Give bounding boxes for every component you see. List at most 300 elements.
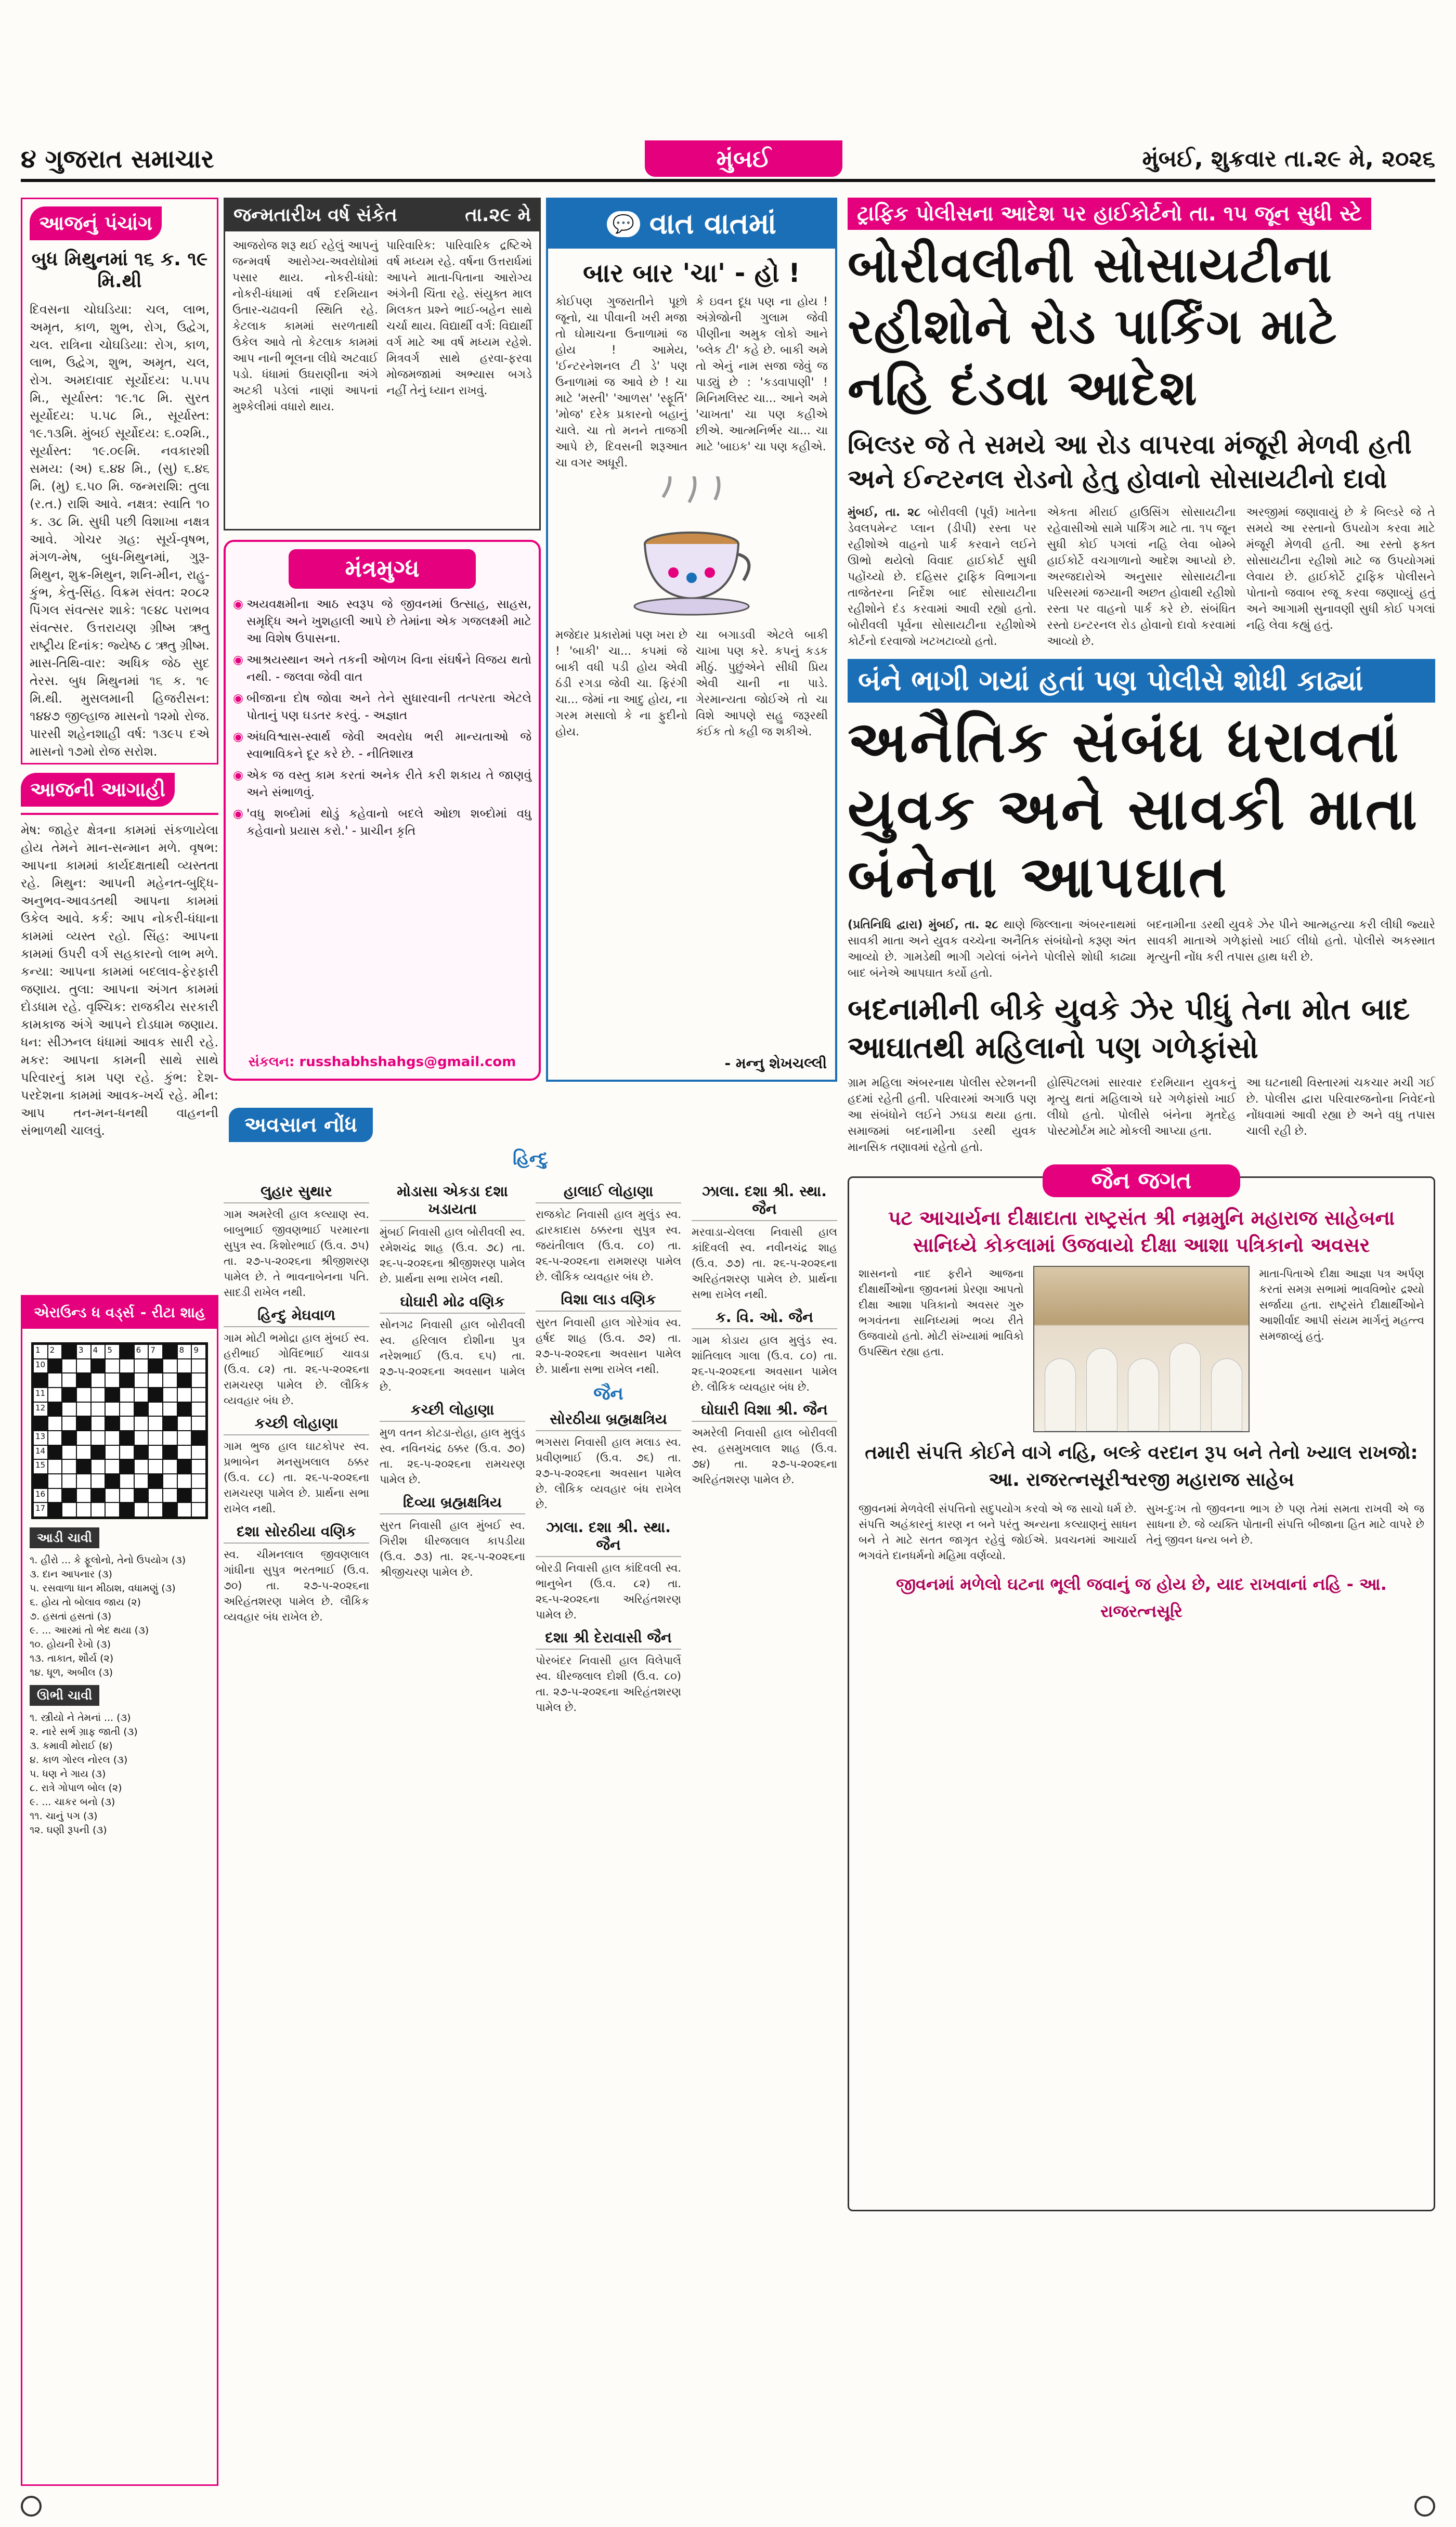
crossword-cell[interactable] <box>91 1416 106 1431</box>
crossword-cell[interactable] <box>33 1388 48 1402</box>
down-title: ઊભી ચાવી <box>30 1685 99 1706</box>
crossword-cell[interactable] <box>105 1459 120 1474</box>
crossword-black-cell <box>33 1416 48 1431</box>
crossword-cell[interactable] <box>163 1459 177 1474</box>
crossword-cell[interactable] <box>148 1402 163 1417</box>
crossword-cell[interactable] <box>134 1431 149 1445</box>
horoscope-title: આજની આગાહી <box>21 773 175 807</box>
crossword-cell[interactable] <box>33 1488 48 1503</box>
crossword-cell[interactable] <box>62 1474 76 1488</box>
obituary-text: ગામ અમરેલી હાલ કલ્યાણ સ્વ. બાબુભાઈ જીવણભાઈ પરમારના સુપુત્ર સ્વ. કિશોરભાઈ (ઉ.વ. ૭૫) તા. ૨૭-૫-૨૦૨૬ના શ્રીજીશરણ પામેલ છે. તે ભાવનાબેનના પતિ. સાદડી રાખેલ નથી. <box>224 1208 369 1299</box>
edition-date: મુંબઈ, શુક્રવાર તા.૨૯ મે, ૨૦૨૬ <box>1142 146 1435 172</box>
obituary-text: મરવાડા-ચેલલા નિવાસી હાલ કાંદિવલી સ્વ. નવીનચંદ્ર શાહ (ઉ.વ. ૭૭) તા. ૨૬-૫-૨૦૨૬ના અરિહંતશરણ પામેલ છે. પ્રાર્થના સભા રાખેલ નથી. <box>692 1226 837 1301</box>
crossword-black-cell <box>62 1388 76 1402</box>
obituary-text: સુરત નિવાસી હાલ મુંબઈ સ્વ. ગિરીશ ધીરજલાલ કાપડીયા (ઉ.વ. ૭૩) તા. ૨૬-૫-૨૦૨૬ના શ્રીજીચરણ પામેલ છે. <box>380 1519 525 1578</box>
birthday-forecast-body <box>225 231 539 421</box>
jain-headline: પટ આચાર્યના દીક્ષાદાતા રાષ્ટ્રસંત શ્રી નમ્રમુનિ મહારાજ સાહેબના સાનિધ્યે કોકલામાં ઉજવાયો દીક્ષા આશા પત્રિકાનો અવસર <box>888 1207 1395 1256</box>
obituary-heading: સોરઠીયા બ્રહ્મક્ષત્રિય <box>536 1410 681 1431</box>
crossword-cell-number: 2 <box>49 1345 55 1355</box>
crossword-cell[interactable] <box>191 1402 206 1417</box>
crossword-clue: ૯. ... આરમાં તો ભેદ થયા (૩) <box>30 1625 149 1636</box>
crossword-clue: ૧૩. તાકાત, શૌર્ય (૨) <box>30 1653 114 1664</box>
crossword-box <box>21 1295 218 2486</box>
crossword-cell-number: 13 <box>35 1431 46 1441</box>
vat-heading: બાર બાર 'ચા' - હો ! <box>582 258 800 288</box>
crossword-cell[interactable] <box>148 1416 163 1431</box>
crossword-black-cell <box>148 1474 163 1488</box>
obituary-text: ભગસરા નિવાસી હાલ મલાડ સ્વ. પ્રવીણભાઈ (ઉ.વ. ૭૬) તા. ૨૭-૫-૨૦૨૬ના અવસાન પામેલ છે. લૌકિક વ્યવહાર બંધ રાખેલ છે. <box>536 1436 681 1511</box>
vat-col1: કોઈપણ ગુજરાતીને પૂછો જૂનો, ચા પીવાની ખરી મજા તો ઘોમાચના ઉનાળામાં જ હોય ! આમેય, 'ઈન્ટરનેશનલ ટી ડે' પણ ઉનાળામાં જ આવે છે ! ચા માટે 'મસ્તી' 'આળસ' 'સ્ફૂર્તિ' 'મોજ' દરેક પ્રકારનો બહાનું ચાલે. ચા તો મનને તાજગી આપે છે, દિવસની શરૂઆત ચા વગર અધૂરી. <box>555 295 687 470</box>
story1-headline: બોરીવલીની સોસાયટીના રહીશોને રોડ પાર્કિંગ માટે નહિ દંડવા આદેશ <box>848 237 1338 417</box>
crossword-black-cell <box>191 1431 206 1445</box>
crossword-cell[interactable] <box>191 1416 206 1431</box>
crossword-black-cell <box>134 1445 149 1460</box>
crossword-cell[interactable] <box>191 1459 206 1474</box>
crossword-black-cell <box>134 1402 149 1417</box>
crossword-cell[interactable] <box>76 1445 91 1460</box>
crossword-cell[interactable] <box>191 1373 206 1388</box>
crossword-black-cell <box>62 1344 76 1359</box>
crossword-cell[interactable] <box>120 1474 134 1488</box>
crossword-cell[interactable] <box>163 1474 177 1488</box>
crossword-grid[interactable] <box>31 1342 208 1519</box>
horoscope-text: મેષ: જાહેર ક્ષેત્રના કામમાં સંકળાયેલા હોય તેમને માન-સન્માન મળે. વૃષભ: આપના કામમાં કાર્યદક્ષતાથી વ્યસ્તતા રહે. મિથુન: આપની મહેનત-બુદ્ધિ-અનુભવ-આવડતથી આપના કામમાં ઉકેલ આવે. કર્ક: આપ નોકરી-ધંધાના કામમાં વ્યસ્ત રહો. સિંહ: આપના કામમાં ઉપરી વર્ગ સહકારનો લાભ મળે. કન્યા: આપના કામમાં બદલાવ-ફેરફારી જણાય. તુલા: આપના અંગત કામમાં દોડધામ રહે. વૃશ્ચિક: રાજકીય સરકારી કામકાજ અંગે આપને દોડધામ જણાય. ધન: સીઝનલ ધંધામાં આવક સારી રહે. મકર: આપના કામની સાથે સાથે પરિવારનું કામ પણ રહે. કુંભ: દેશ-પરદેશના કામમાં આવક-ખર્ચ રહે. મીન: આપ તન-મન-ધનથી વાહનની સંભાળથી ચાલવું. <box>21 823 218 1138</box>
vat-text-top <box>548 294 835 471</box>
crossword-cell[interactable] <box>134 1373 149 1388</box>
crossword-cell[interactable] <box>76 1388 91 1402</box>
birthday-forecast-date: તા.૨૯ મે <box>465 204 531 226</box>
obituary-text: મુંબઈ નિવાસી હાલ બોરીવલી સ્વ. રમેશચંદ્ર શાહ (ઉ.વ. ૭૮) તા. ૨૬-૫-૨૦૨૬ના શ્રીજીશરણ પામેલ છે. પ્રાર્થના સભા રાખેલ નથી. <box>380 1226 525 1285</box>
obituary-heading: હિન્દુ મેઘવાળ <box>224 1306 369 1327</box>
crossword-cell-number: 15 <box>35 1460 46 1470</box>
crossword-black-cell <box>91 1445 106 1460</box>
obituary-heading: દિવ્યા બ્રહ્મક્ષત્રિય <box>380 1494 525 1514</box>
divider <box>21 813 218 815</box>
story1-subhead: બિલ્ડર જે તે સમયે આ રોડ વાપરવા મંજૂરી મેળવી હતી અને ઈન્ટરનલ રોડનો હેતુ હોવાનો સોસાયટીનો દાવો <box>848 430 1412 494</box>
crossword-cell[interactable] <box>177 1416 192 1431</box>
crossword-cell[interactable] <box>120 1416 134 1431</box>
jain-quote: જીવનમાં મળેલો ઘટના ભૂલી જવાનું જ હોય છે, યાદ રાખવાનાં નહિ - આ. રાજરત્નસૂરિ <box>896 1574 1387 1621</box>
crossword-cell-number: 1 <box>35 1345 41 1355</box>
crossword-cell[interactable] <box>148 1502 163 1517</box>
section-label: મુંબઈ <box>645 140 842 177</box>
panchang-title: આજનું પંચાંગ <box>30 206 162 240</box>
crossword-cell[interactable] <box>148 1344 163 1359</box>
obituary-heading: ઝાલા. દશા શ્રી. સ્થા. જૈન <box>692 1183 837 1221</box>
obituary-col <box>536 1176 681 1715</box>
obituary-heading: હાલાઈ લોહાણા <box>536 1183 681 1203</box>
left-column <box>21 198 218 1324</box>
crossword-black-cell <box>48 1445 62 1460</box>
crossword-black-cell <box>120 1431 134 1445</box>
across-list <box>30 1553 210 1680</box>
obituary-jain-label: જૈન <box>593 1383 623 1404</box>
registration-marks <box>21 2496 1435 2517</box>
crossword-cell[interactable] <box>120 1388 134 1402</box>
mantra-item: ◉ અંધવિશ્વાસ-સ્વાર્થ જેવી અવરોધ ભરી માન્યતાઓ જે સ્વાભાવિકને દૂર કરે છે. - નીતિશાસ્ત્ર <box>233 729 531 763</box>
obituary-section <box>224 1108 837 1715</box>
crossword-cell[interactable] <box>33 1445 48 1460</box>
obituary-heading: ઘોઘારી વિશા શ્રી. જૈન <box>692 1401 837 1422</box>
crossword-cell[interactable] <box>134 1359 149 1373</box>
jain-headline-2: તમારી સંપત્તિ કોઈને વાગે નહિ, બલ્કે વરદાન રૂપ બને તેનો ખ્યાલ રાખજો: આ. રાજરત્નસૂરીશ્વરજી મહારાજ સાહેબ <box>865 1442 1418 1491</box>
obituary-heading: લુહાર સુથાર <box>224 1183 369 1203</box>
obituary-columns <box>224 1176 837 1715</box>
story2-headline: અનૈતિક સંબંધ ધરાવતાં યુવક અને સાવકી માતા બંનેના આપઘાત <box>848 708 1420 910</box>
crossword-black-cell <box>163 1502 177 1517</box>
page-number-title: ૪ ગુજરાત સમાચાર <box>21 145 214 174</box>
crossword-cell-number: 12 <box>35 1403 46 1412</box>
crossword-cell[interactable] <box>105 1344 120 1359</box>
crossword-cell[interactable] <box>76 1359 91 1373</box>
mantra-item: ◉ અયવક્ષમીના આઠ સ્વરૂપ જે જીવનમાં ઉત્સાહ, સાહસ, સમૃદ્ધિ અને ખુશહાલી આપે છે તેમાંના એક ગજલક્ષ્મી માટે આ વિશેષ ઉપાસના. <box>233 596 531 647</box>
crossword-clue: ૯. ... ચાકર બનો (૩) <box>30 1796 115 1808</box>
vat-author: - મન્નુ શેખચલ્લી <box>724 1055 827 1072</box>
crossword-cell[interactable] <box>91 1474 106 1488</box>
crossword-cell-number: 5 <box>107 1345 112 1355</box>
mantra-item: ◉ બીજાના દોષ જોવા અને તેને સુધારવાની તત્પરતા એટલે પોતાનું પણ ઘડતર કરવું. - અજ્ઞાત <box>233 690 531 724</box>
crossword-black-cell <box>33 1474 48 1488</box>
crossword-black-cell <box>33 1373 48 1388</box>
crossword-cell[interactable] <box>163 1388 177 1402</box>
crossword-black-cell <box>177 1373 192 1388</box>
mantra-item: ◉ આશ્રયસ્થાન અને તકની ઓળખ વિના સંઘર્ષને વિજય થતો નથી. - જલવા જેવી વાત <box>233 652 531 686</box>
crossword-cell[interactable] <box>134 1416 149 1431</box>
crossword-black-cell <box>91 1359 106 1373</box>
crossword-cell[interactable] <box>105 1373 120 1388</box>
across-title: આડી ચાવી <box>30 1527 99 1548</box>
crossword-black-cell <box>163 1445 177 1460</box>
crossword-cell[interactable] <box>191 1488 206 1503</box>
crossword-cell[interactable] <box>48 1431 62 1445</box>
crossword-cell[interactable] <box>76 1488 91 1503</box>
crossword-cell[interactable] <box>91 1344 106 1359</box>
jain-col1: શાસનનો નાદ ફરીને આજના દીક્ષાર્થીઓના જીવનમાં પ્રેરણા આપતો દીક્ષા આશા પત્રિકાનો અવસર ગુરુ ભગવંતના સાનિધ્યમાં ભવ્ય રીતે ઉજવાયો હતો. મોટી સંખ્યામાં ભાવિકો ઉપસ્થિત રહ્યા હતા. <box>859 1267 1024 1358</box>
crossword-cell[interactable] <box>134 1474 149 1488</box>
crossword-cell-number: 8 <box>179 1345 185 1355</box>
crossword-clue: ૧. સ્ત્રીયો ને તેમનાં ... (૩) <box>30 1712 131 1723</box>
crossword-clue: ૩. કમાવી મોરાઈ (૪) <box>30 1740 113 1752</box>
crossword-cell[interactable] <box>163 1402 177 1417</box>
crossword-cell[interactable] <box>91 1388 106 1402</box>
crossword-clue: ૫. રસવાળા ધાન મીઠાશ, વધામણું (૩) <box>30 1583 176 1594</box>
crossword-cell[interactable] <box>33 1344 48 1359</box>
crossword-cell-number: 7 <box>150 1345 155 1355</box>
panchang-text: દિવસના ચોઘડિયા: ચલ, લાભ, અમૃત, કાળ, શુભ, રોગ, ઉદ્વેગ, ચલ. રાત્રિના ચોઘડિયા: રોગ, કાળ, લાભ, ઉદ્વેગ, શુભ, અમૃત, ચલ, રોગ. અમદાવાદ સૂર્યોદય: ૫.૫૫ મિ., સૂર્યાસ્ત: ૧૯.૧૮ મિ. સુરત સૂર્યોદય: ૫.૫૮ મિ., સૂર્યાસ્ત: ૧૯.૧૩મિ. મુંબઈ સૂર્યોદય: ૬.૦૨મિ., સૂર્યાસ્ત: ૧૯.૦૯મિ. નવકારશી સમય: (અ) ૬.૪૪ મિ., (સુ) ૬.૪૬ મિ. (મુ) ૬.૫૦ મિ. જન્મરાશિ: તુલા (ર.ત.) રાશિ આવે. નક્ષત્ર: સ્વાતિ ૧૦ ક. ૩૮ મિ. સુધી પછી વિશાખા નક્ષત્ર આવે. ગોચર ગ્રહ: સૂર્ય-વૃષભ, મંગળ-મેષ, બુધ-મિથુનમાં, ગુરૂ-મિથુન, શુક્ર-મિથુન, શનિ-મીન, રાહુ-કુંભ, કેતુ-સિંહ. વિક્રમ સંવત: ૨૦૮૨ પિંગલ સંવત્સર શાકે: ૧૯૪૮ પરાભવ સંવત્સર. ઉત્તરાયણ ગ્રીષ્મ ઋતુ રાષ્ટ્રીય દિનાંક: જ્યેષ્ઠ ૮ ઋતુ ગ્રીષ્મ. માસ-તિથિ-વાર: અધિક જેઠ સુદ તેરસ. બુધ મિથુનમાં ૧૬ ક. ૧૯ મિ.થી. મુસલમાની હિજરીસન: ૧૪૪૭ જીલ્હાજ માસનો ૧૨મો રોજ. પારસી શહેનશાહી વર્ષ: ૧૩૯૫ દએ માસનો ૧૭મો રોજ સરોશ. <box>30 302 210 759</box>
crossword-title: એરાઉન્ડ ધ વર્ડ્સ <box>34 1304 135 1321</box>
crossword-cell[interactable] <box>76 1402 91 1417</box>
crossword-cell[interactable] <box>62 1459 76 1474</box>
story2-col1 <box>848 917 1136 981</box>
vat-vatma-title: વાત વાતમાં <box>649 207 777 241</box>
crossword-cell[interactable] <box>48 1474 62 1488</box>
crossword-cell[interactable] <box>120 1488 134 1503</box>
crossword-cell[interactable] <box>120 1445 134 1460</box>
crossword-black-cell <box>148 1388 163 1402</box>
crossword-cell[interactable] <box>191 1474 206 1488</box>
vat-column <box>546 198 837 1082</box>
tea-cup-illustration <box>632 476 751 622</box>
crossword-cell[interactable] <box>177 1359 192 1373</box>
crossword-cell[interactable] <box>33 1431 48 1445</box>
story2b-body <box>848 1075 1435 1156</box>
crossword-cell[interactable] <box>33 1502 48 1517</box>
obituary-text: ગામ ભુજ હાલ ઘાટકોપર સ્વ. પ્રભાબેન મનસુખલાલ ઠક્કર (ઉ.વ. ૮૮) તા. ૨૬-૫-૨૦૨૬ના રામચરણ પામેલ છે. પ્રાર્થના સભા રાખેલ નથી. <box>224 1440 369 1515</box>
crossword-black-cell <box>76 1373 91 1388</box>
crossword-cell[interactable] <box>33 1402 48 1417</box>
story2b-col3: આ ઘટનાથી વિસ્તારમાં ચકચાર મચી ગઈ છે. પોલીસ દ્વારા પરિવારજનોના નિવેદનો નોંધવામાં આવી રહ્યા છે અને વધુ તપાસ ચાલી રહી છે. <box>1246 1077 1435 1138</box>
vat-vatma-header <box>548 200 835 249</box>
crossword-cell[interactable] <box>48 1488 62 1503</box>
crossword-cell[interactable] <box>48 1373 62 1388</box>
obituary-text: સોનગઢ નિવાસી હાલ બોરીવલી સ્વ. હરિલાલ દોશીના પુત્ર નરેશભાઈ (ઉ.વ. ૬૫) તા. ૨૭-૫-૨૦૨૬ના અવસાન પામેલ છે. <box>380 1318 525 1393</box>
crossword-cell[interactable] <box>62 1402 76 1417</box>
crossword-cell[interactable] <box>134 1388 149 1402</box>
page-header <box>21 140 1435 182</box>
jain-jagat-box <box>848 1168 1435 2211</box>
jain-col4: સુખ-દુઃખ તો જીવનના ભાગ છે પણ તેમાં સમતા રાખવી એ જ સાધના છે. જે વ્યક્તિ પોતાની સંપત્તિ બીજાના હિત માટે વાપરે છે તેનું જીવન ધન્ય બને છે. <box>1146 1502 1424 1546</box>
crossword-clue: ૧. હીરો ... કે ફૂલોનો, તેનો ઉપયોગ (૩) <box>30 1554 186 1566</box>
crossword-cell[interactable] <box>134 1502 149 1517</box>
crossword-black-cell <box>76 1459 91 1474</box>
crossword-cell[interactable] <box>62 1445 76 1460</box>
crossword-cell[interactable] <box>163 1373 177 1388</box>
birthday-forecast-col1: આજરોજ શરૂ થઈ રહેલું આપનું જન્મવર્ષ આરોગ્ય-અવરોધોમાં પસાર થાય. નોકરી-ધંધો: નોકરી-ધંધામાં વર્ષ દરમિયાન ઉતાર-ચઢાવની સ્થિતિ રહે. કેટલાક કામમાં સરળતાથી ઉકેલ આવે તો કેટલાક કામમાં આપ નાની ભૂલના લીધે અટવાઈ પડો. ધંધામાં ઉઘરાણીના અંગે અટકી પડેલાં નાણાં આપનાં મુશ્કેલીમાં વધારો થાય. <box>232 239 378 413</box>
crossword-cell[interactable] <box>33 1459 48 1474</box>
crossword-cell[interactable] <box>33 1359 48 1373</box>
obituary-heading: ઘોઘારી મોઢ વણિક <box>380 1293 525 1314</box>
vat-text-bottom <box>548 627 835 740</box>
crossword-cell[interactable] <box>120 1359 134 1373</box>
crossword-cell-number: 17 <box>35 1504 46 1513</box>
vat-col3: મજેદાર પ્રકારોમાં પણ ખરા છે ! 'બાકી' ચા... કપમાં જે બાકી વધી પડી હોય એવી ઠંડી રગડા જેવી ચા. ફિરંગી ચા... જેમાં ના આદુ હોય, ના ગરમ મસાલો કે ના ફુદીનો હોય. <box>555 629 687 738</box>
story2b-col2: હોસ્પિટલમાં સારવાર દરમિયાન યુવકનું મૃત્યુ થતાં મહિલાએ ઘરે ગળેફાંસો ખાઈ લીધો હતો. પોલીસે બંનેના મૃતદેહ પોસ્ટમોર્ટમ માટે મોકલી આપ્યા હતા. <box>1047 1077 1236 1138</box>
obituary-heading: વિશા લાડ વણિક <box>536 1291 681 1312</box>
crossword-cell-number: 4 <box>93 1345 98 1355</box>
crossword-black-cell <box>148 1359 163 1373</box>
crossword-cell[interactable] <box>62 1373 76 1388</box>
crossword-cell[interactable] <box>191 1359 206 1373</box>
figure <box>1128 1358 1159 1431</box>
crossword-cell[interactable] <box>48 1416 62 1431</box>
birthday-forecast-box <box>224 198 541 530</box>
crossword-cell[interactable] <box>177 1474 192 1488</box>
obituary-text: ગામ મોટી ભમોદ્રા હાલ મુંબઈ સ્વ. હરીભાઈ ગોવિંદભાઈ ચાવડા (ઉ.વ. ૮૨) તા. ૨૬-૫-૨૦૨૬ના રામચરણ પામેલ છે. લૌકિક વ્યવહાર બંધ છે. <box>224 1332 369 1407</box>
mantra-box <box>224 540 541 1081</box>
story2-col2: બદનામીના ડરથી યુવકે ઝેર પીને આત્મહત્યા કરી લીધી જ્યારે સાવકી માતાએ ગળેફાંસો ખાઈ લીધો હતો. પોલીસે અકસ્માત મૃત્યુની નોંધ કરી તપાસ હાથ ધરી છે. <box>1147 918 1435 964</box>
crossword-cell[interactable] <box>120 1402 134 1417</box>
obituary-text: સ્વ. ચીમનલાલ જીવણલાલ ગાંધીના સુપુત્ર ભરતભાઈ (ઉ.વ. ૭૦) તા. ૨૭-૫-૨૦૨૬ના અરિહંતશરણ પામેલ છે. લૌકિક વ્યવહાર બંધ રાખેલ છે. <box>224 1548 369 1623</box>
crossword-cell[interactable] <box>177 1445 192 1460</box>
crossword-cell[interactable] <box>76 1344 91 1359</box>
obituary-heading: કચ્છી લોહાણા <box>380 1401 525 1422</box>
crossword-cell[interactable] <box>177 1388 192 1402</box>
crossword-cell-number: 9 <box>193 1345 199 1355</box>
story1-dateline: મુંબઈ, તા. ૨૮ <box>848 506 921 519</box>
crossword-black-cell <box>105 1416 120 1431</box>
birthday-forecast-header <box>225 199 539 231</box>
janm-column <box>224 198 541 1081</box>
crossword-cell[interactable] <box>191 1502 206 1517</box>
panchang-date: બુધ મિથુનમાં ૧૬ ક. ૧૯ મિ.થી <box>31 249 208 292</box>
crossword-black-cell <box>163 1416 177 1431</box>
obituary-text: અમરેલી નિવાસી હાલ બોરીવલી સ્વ. હસમુખલાલ શાહ (ઉ.વ. ૭૪) તા. ૨૭-૫-૨૦૨૬ના અરિહંતશરણ પામેલ છે. <box>692 1427 837 1486</box>
vat-col2: કે ઇવન દૂધ પણ ના હોય ! અંગ્રેજોની ગુલામ જેવી પીણીના અમુક લોકો આને 'બ્લેક ટી' કહે છે. બાકી અમે તો એનું નામ સજા જેવું જ પાડ્યું છે : 'કડવાપાણી' ! મિનિમલિસ્ટ ચા... આને અમે 'ચાખતા' ચા પણ કહીએ છીએ. આત્મનિર્ભર ચા... ચા માટે 'બાઇક' ચા પણ કહીએ. <box>696 295 828 453</box>
crossword-clue: ૫. ધણ ને ગાય (૩) <box>30 1768 106 1780</box>
obituary-text: પોરબંદર નિવાસી હાલ વિલેપાર્લે સ્વ. ધીરજલાલ દોશી (ઉ.વ. ૮૦) તા. ૨૭-૫-૨૦૨૬ના અરિહંતશરણ પામેલ છે. <box>536 1654 681 1714</box>
down-clues <box>30 1685 210 1837</box>
story1-col1 <box>848 504 1036 650</box>
speech-bubble-icon: 💬 <box>607 211 640 237</box>
crossword-black-cell <box>177 1459 192 1474</box>
registration-mark-icon <box>21 2496 42 2517</box>
crossword-cell[interactable] <box>48 1388 62 1402</box>
obituary-hindu-label: હિન્દુ <box>513 1148 548 1169</box>
figure <box>1169 1343 1201 1431</box>
crossword-cell[interactable] <box>48 1344 62 1359</box>
crossword-cell[interactable] <box>91 1431 106 1445</box>
obituary-text: મુળ વતન કોટડા-રોહા, હાલ મુલુંડ સ્વ. નવિનચંદ્ર ઠક્કર (ઉ.વ. ૭૦) તા. ૨૬-૫-૨૦૨૬ના રામચરણ પામેલ છે. <box>380 1427 525 1486</box>
crossword-cell[interactable] <box>163 1488 177 1503</box>
crossword-cell[interactable] <box>134 1344 149 1359</box>
obituary-text: સુરત નિવાસી હાલ ગોરેગાંવ સ્વ. હર્ષદ શાહ (ઉ.વ. ૭૨) તા. ૨૭-૫-૨૦૨૬ના અવસાન પામેલ છે. પ્રાર્થના સભા રાખેલ નથી. <box>536 1316 681 1376</box>
crossword-black-cell <box>62 1431 76 1445</box>
story1-kicker: ટ્રાફિક પોલીસના આદેશ પર હાઈકોર્ટનો તા. ૧૫ જૂન સુધી સ્ટે <box>848 198 1371 230</box>
obituary-text: ગામ કોડાય હાલ મુલુંડ સ્વ. શાંતિલાલ ગાલા (ઉ.વ. ૮૦) તા. ૨૬-૫-૨૦૨૬ના અવસાન પામેલ છે. લૌકિક વ્યવહાર બંધ છે. <box>692 1334 837 1393</box>
crossword-clue: ૧૨. ઘણી રૂપની (૩) <box>30 1824 107 1836</box>
crossword-cell[interactable] <box>105 1402 120 1417</box>
mantra-contact: સંકલન: russhabhshahgs@gmail.com <box>248 1054 516 1070</box>
birthday-forecast-col2: પારિવારિક: પારિવારિક દ્રષ્ટિએ વર્ષ મધ્યમ રહે. વર્ષના ઉત્તરાર્ધમાં આપને માતા-પિતાના આરોગ્ય અંગેની ચિંતા રહે. સંયુક્ત માલ મિલકત પ્રશ્ને ભાઈ-બહેન સાથે ચર્ચા થાય. વિદ્યાર્થી વર્ગ: વિદ્યાર્થી વર્ગ માટે આ વર્ષ મધ્યમ રહેશે. મિત્રવર્ગ સાથે હરવા-ફરવા મોજમજામાં અભ્યાસ બગડે નહીં તેનું ધ્યાન રાખવું. <box>386 239 532 397</box>
jain-col3: જીવનમાં મેળવેલી સંપત્તિનો સદુપયોગ કરવો એ જ સાચો ધર્મ છે. સંપત્તિ અહંકારનું કારણ ન બને પરંતુ અન્યના કલ્યાણનું સાધન બને તે માટે સતત જાગૃત રહેવું જોઈએ. પ્રવચનમાં આચાર્ય ભગવંતે દાનધર્મનો મહિમા વર્ણવ્યો. <box>859 1502 1137 1562</box>
crossword-black-cell <box>48 1402 62 1417</box>
vat-col4: ચા બગાડવી એટલે બાકી ચાખા પણ કરે. કપનું કડક મીઠું. પુછુંએને સીધી પ્રિય એવી ચાની ના પાડે. ગેરમાન્યતા જોઈએ તો ચા વિશે આપણે સહુ જરૂરથી કંઈક તો કહી જ શકીએ. <box>696 629 828 738</box>
ceremony-photo <box>1033 1266 1250 1432</box>
crossword-cell[interactable] <box>62 1502 76 1517</box>
crossword-cell[interactable] <box>91 1373 106 1388</box>
obituary-heading: ક. વિ. ઓ. જૈન <box>692 1308 837 1329</box>
crossword-cell[interactable] <box>148 1488 163 1503</box>
story1-col3: અરજીમાં જણાવાયું છે કે બિલ્ડરે જે તે સમયે આ રસ્તાનો ઉપયોગ કરવા માટે મંજૂરી મેળવી હતી. આ રસ્તો ફક્ત સોસાયટીના રહીશો માટે જ ઉપયોગમાં લેવાય છે. હાઈકોર્ટે ટ્રાફિક પોલીસને પોતાનો જવાબ રજૂ કરવા જણાવ્યું હતું અને આગામી સુનાવણી સુધી કોઈ પગલાં નહિ લેવા કહ્યું હતું. <box>1246 506 1435 632</box>
obituary-heading: દશા શ્રી દેરાવાસી જૈન <box>536 1629 681 1650</box>
mantra-title: મંત્રમુગ્ધ <box>289 549 476 589</box>
crossword-black-cell <box>177 1488 192 1503</box>
right-column <box>848 198 1435 2211</box>
story2-dateline: (પ્રતિનિધિ દ્વારા) મુંબઈ, તા. ૨૮ <box>848 918 998 931</box>
crossword-black-cell <box>134 1488 149 1503</box>
obituary-text: રાજકોટ નિવાસી હાલ મુલુંડ સ્વ. દ્વારકાદાસ ઠક્કરના સુપુત્ર સ્વ. જયંતીલાલ (ઉ.વ. ૮૦) તા. ૨૬-૫-૨૦૨૬ના રામશરણ પામેલ છે. લૌકિક વ્યવહાર બંધ છે. <box>536 1208 681 1283</box>
crossword-cell[interactable] <box>148 1459 163 1474</box>
crossword-cell[interactable] <box>177 1431 192 1445</box>
crossword-cell[interactable] <box>105 1488 120 1503</box>
story1-col2: એકતા મીરાઈ હાઉસિંગ સોસાયટીના રહેવાસીઓ સામે પાર્કિંગ માટે તા. ૧૫ જૂન સુધી કોઈ પગલાં નહિ લેવા બોમ્બે હાઈકોર્ટે વચગાળાનો આદેશ આપ્યો છે. અરજદારોએ અનુસાર સોસાયટીના પરિસરમાં જગ્યાની અછત હોવાથી રહીશો રસ્તા પર વાહનો પાર્ક કરે છે. સંબંધિત રસ્તો ઇન્ટરનલ રોડ હોવાનો દાવો કરવામાં આવ્યો છે. <box>1047 506 1236 648</box>
crossword-cell[interactable] <box>177 1502 192 1517</box>
crossword-cell[interactable] <box>191 1344 206 1359</box>
crossword-cell[interactable] <box>91 1402 106 1417</box>
crossword-cell[interactable] <box>76 1474 91 1488</box>
figure <box>1086 1348 1117 1431</box>
crossword-clue: ૪. કાળ ગોરલ નોરલ (૩) <box>30 1754 128 1766</box>
crossword-cell[interactable] <box>148 1445 163 1460</box>
crossword-black-cell <box>163 1344 177 1359</box>
crossword-cell[interactable] <box>177 1344 192 1359</box>
crossword-black-cell <box>76 1416 91 1431</box>
birthday-forecast-title: જન્મતારીખ વર્ષ સંકેત <box>233 204 397 226</box>
crossword-black-cell <box>91 1488 106 1503</box>
crossword-cell[interactable] <box>91 1502 106 1517</box>
story2b-col1: ગ્રામ મહિલા અંબરનાથ પોલીસ સ્ટેશનની હદમાં રહેતી હતી. પરિવારમાં અગાઉ પણ આ સંબંધોને લઈને ઝઘડા થયા હતા. સમાજમાં બદનામીના ડરથી યુવક માનસિક તણાવમાં રહેતો હતો. <box>848 1077 1037 1154</box>
crossword-black-cell <box>62 1488 76 1503</box>
crossword-cell[interactable] <box>91 1459 106 1474</box>
crossword-clue: ૬. હોય તો બોલાવ જાય (૨) <box>30 1597 141 1608</box>
obituary-heading: દશા સોરઠીયા વણિક <box>224 1523 369 1544</box>
crossword-cell[interactable] <box>105 1445 120 1460</box>
crossword-clue: ૭. હસતાં હસતાં (૩) <box>30 1611 112 1622</box>
obituary-title: અવસાન નોંધ <box>229 1108 373 1142</box>
panchang-box <box>21 198 218 764</box>
vat-vatma-box <box>546 198 837 1082</box>
obituary-col <box>692 1176 837 1715</box>
crossword-black-cell <box>120 1344 134 1359</box>
crossword-black-cell <box>48 1502 62 1517</box>
crossword-cell[interactable] <box>163 1431 177 1445</box>
crossword-clue: ૧૦. હોયની રેખો (૩) <box>30 1639 111 1650</box>
crossword-cell[interactable] <box>48 1459 62 1474</box>
story1-text: બોરીવલી (પૂર્વ) ખાતેના ડેવલપમેન્ટ પ્લાન (ડીપી) રસ્તા પર રહીશોએ વાહનો પાર્ક કરવાને લઈને ઊભો થયેલો વિવાદ હાઈકોર્ટ સુધી પહોંચ્યો છે. દહિસર ટ્રાફિક વિભાગના તાજેતરના નિર્દેશ બાદ સોસાયટીના રહીશોને દંડ કરવામાં આવી રહ્યો હતો. બોરીવલી પૂર્વના સોસાયટીના રહીશોએ કોર્ટનો દરવાજો ખટખટાવ્યો હતો. <box>848 506 1037 648</box>
crossword-cell[interactable] <box>62 1416 76 1431</box>
story2-subhead: બદનામીની બીકે યુવકે ઝેર પીધું તેના મોત બાદ આઘાતથી મહિલાનો પણ ગળેફાંસો <box>848 991 1410 1065</box>
mantra-list <box>233 596 531 840</box>
figure <box>1045 1358 1076 1431</box>
crossword-black-cell <box>177 1402 192 1417</box>
crossword-cell-number: 14 <box>35 1446 46 1456</box>
jain-jagat-title: જૈન જગત <box>1043 1164 1240 1197</box>
crossword-cell[interactable] <box>62 1359 76 1373</box>
figure <box>1211 1358 1242 1431</box>
obituary-col <box>380 1176 525 1715</box>
crossword-black-cell <box>120 1459 134 1474</box>
crossword-cell[interactable] <box>105 1502 120 1517</box>
crossword-cell[interactable] <box>76 1502 91 1517</box>
crossword-cell[interactable] <box>191 1388 206 1402</box>
story2-text: થાણે જિલ્લાના અંબરનાથમાં સાવકી માતા અને યુવક વચ્ચેના અનૈતિક સંબંધોનો કરૂણ અંત આવ્યો છે. ગામડેથી ભાગી ગયેલાં બંનેને પોલીસે શોધી કાઢ્યા બાદ બંનેએ આપઘાત કર્યો હતો. <box>848 918 1136 980</box>
crossword-cell[interactable] <box>134 1459 149 1474</box>
crossword-cell[interactable] <box>163 1359 177 1373</box>
crossword-cell-number: 3 <box>78 1345 84 1355</box>
obituary-heading: કચ્છી લોહાણા <box>224 1415 369 1435</box>
crossword-cell[interactable] <box>76 1431 91 1445</box>
crossword-cell[interactable] <box>148 1431 163 1445</box>
crossword-cell[interactable] <box>105 1359 120 1373</box>
crossword-cell[interactable] <box>148 1373 163 1388</box>
mantra-item: ◉ એક જ વસ્તુ કામ કરતાં અનેક રીતે કરી શકાય તે જાણવું અને સંભાળવું. <box>233 767 531 801</box>
horoscope-box <box>21 773 218 1324</box>
jain-body-bottom <box>849 1501 1434 1563</box>
down-list <box>30 1711 210 1837</box>
crossword-black-cell <box>105 1388 120 1402</box>
story1-body <box>848 504 1435 650</box>
crossword-cell[interactable] <box>191 1445 206 1460</box>
obituary-heading: મોડાસા એકડા દશા ખડાયતા <box>380 1183 525 1221</box>
crossword-clue: ૩. દાન આપનાર (૩) <box>30 1569 112 1580</box>
crossword-cell-number: 10 <box>35 1359 46 1369</box>
crossword-clue: ૧૪. ધૂળ, અબીલ (૩) <box>30 1667 113 1678</box>
crossword-black-cell <box>120 1502 134 1517</box>
crossword-black-cell <box>48 1359 62 1373</box>
crossword-header <box>22 1297 217 1329</box>
crossword-cell[interactable] <box>105 1431 120 1445</box>
crossword-author: - રીટા શાહ <box>140 1304 205 1321</box>
